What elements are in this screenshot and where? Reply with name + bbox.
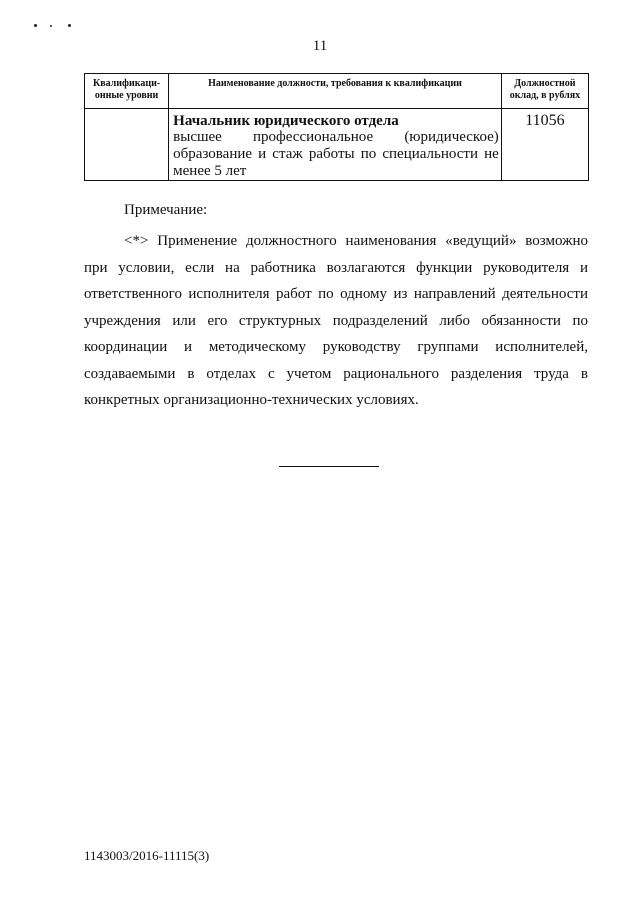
- table-row: [85, 109, 589, 181]
- salary-value: 11056: [525, 112, 565, 129]
- cell-qualification-level: [85, 109, 169, 181]
- position-title: Начальник юридического отдела: [173, 113, 399, 129]
- note-label: Примечание:: [124, 202, 208, 218]
- page-number: 11: [312, 38, 328, 54]
- position-requirements: высшее профессиональное (юридическое) образование и стаж работы по специальности не менее 5 лет: [173, 129, 499, 179]
- note-text: <*> Применение должностного наименования «ведущий» возможно при условии, если на работника возлагаются функции руководителя и ответственного исполнителя работ по одному из направлений деятельности учреждения или его структурных подразделений либо обязанности по координации и методическому руководству группами исполнителей, создаваемыми в отделах с учетом рационального разделения труда в конкретных организационно-технических условиях.: [84, 233, 588, 408]
- header-salary: Должностной оклад, в рублях: [501, 74, 588, 109]
- header-qualification-levels: Квалификаци-онные уровни: [85, 74, 169, 109]
- cell-position: [169, 109, 502, 181]
- cell-salary: [501, 109, 588, 181]
- scan-speck: [50, 25, 52, 27]
- separator-line: [279, 466, 379, 467]
- header-position-requirements: Наименование должности, требования к квалификации: [169, 74, 502, 109]
- qualification-table: [84, 73, 589, 181]
- table-header-row: [85, 74, 589, 109]
- scan-speck: [34, 24, 37, 27]
- document-code: 1143003/2016-11115(3): [84, 848, 210, 863]
- scan-speck: [68, 24, 71, 27]
